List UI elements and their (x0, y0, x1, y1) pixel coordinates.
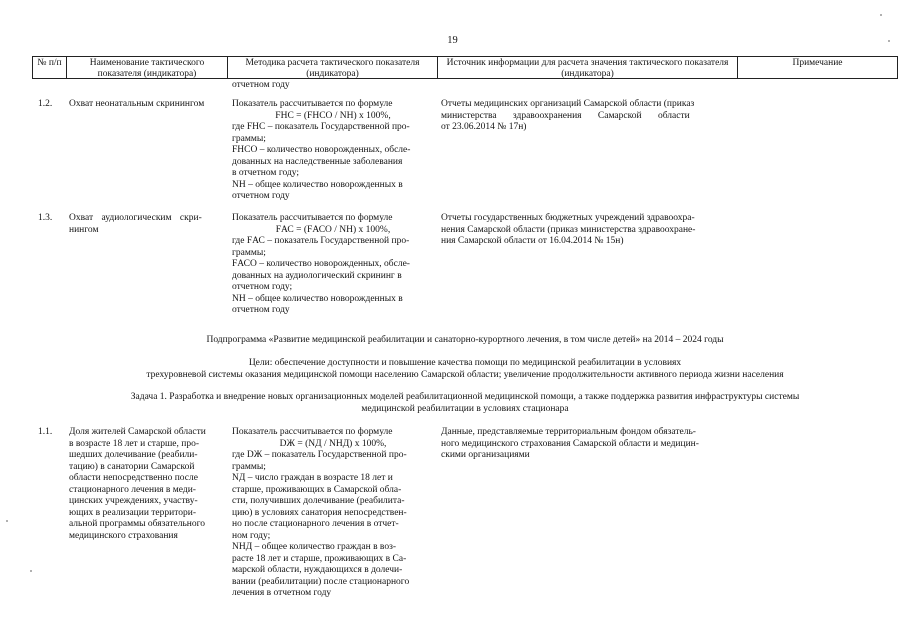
method-line: где DЖ – показатель Государственной про- (232, 450, 407, 460)
subprogram-heading: Подпрограмма «Развитие медицинской реабилитации и санаторно-курортного лечения, в том числе детей» на 2014 – 2024 годы (206, 335, 724, 345)
method-cell (232, 99, 434, 203)
method-line: марской области, нуждающихся в долечи- (232, 565, 403, 575)
method-line: отчетном году; (232, 282, 293, 292)
header-col-num: № п/п (33, 57, 67, 78)
source-line: Отчеты медицинских организаций Самарской области (приказ (441, 99, 695, 109)
source-cell (441, 427, 741, 462)
method-line: лечения в отчетном году (232, 588, 332, 598)
row-number: 1.3. (38, 213, 53, 223)
source-line: министерства здравоохранения Самарской области (441, 110, 690, 121)
source-line: ного медицинского страхования Самарской области и медицин- (441, 438, 699, 449)
formula: FНС = (FНСО / NН) х 100%, (275, 110, 391, 121)
method-line: граммы; (232, 461, 266, 472)
indicator-name: Охват неонатальным скринингом (69, 99, 205, 109)
method-line: расте 18 лет и старше, проживающих в Са- (232, 553, 407, 564)
indicator-name-line: стационарного лечения в меди- (69, 484, 196, 495)
method-line: граммы; (232, 247, 266, 258)
scan-speck (30, 570, 32, 572)
method-line: ном году; (232, 530, 271, 541)
method-intro: Показатель рассчитывается по формуле (232, 99, 393, 109)
indicator-name-line: ющих в реализации территори- (69, 507, 197, 518)
indicator-name-line: цинских учреждениях, участву- (69, 496, 198, 506)
indicator-name-line: медицинского страхования (69, 530, 178, 541)
header-col-method: Методика расчета тактического показателя (индикатора) (228, 57, 438, 78)
method-line: FАСО – количество новорожденных, обсле- (232, 259, 410, 269)
indicator-name-line: Охват аудиологическим скри- (69, 213, 202, 223)
header-col-name: Наименование тактического показателя (индикатора) (67, 57, 228, 78)
method-line: граммы; (232, 133, 266, 144)
indicator-name-line: в возрасте 18 лет и старше, про- (69, 438, 200, 449)
method-cell (232, 427, 434, 600)
source-line: от 23.06.2014 № 17н) (441, 122, 527, 132)
method-intro: Показатель рассчитывается по формуле (232, 213, 393, 223)
row-number: 1.1. (38, 427, 53, 437)
indicator-name-line: Доля жителей Самарской области (69, 427, 206, 437)
method-line: FНСО – количество новорожденных, обсле- (232, 145, 411, 155)
goals-line: Цели: обеспечение доступности и повышение качества помощи по медицинской реабилитации в условиях (248, 358, 682, 368)
method-line: где FАС – показатель Государственной про- (232, 236, 410, 246)
method-line: где FНС – показатель Государственной про- (232, 122, 410, 132)
method-line: в отчетном году; (232, 168, 300, 178)
source-cell (441, 99, 741, 134)
goals-line: трехуровневой системы оказания медицинской помощи населению Самарской области; увеличение продолжительности активного периода жизни населения (146, 370, 784, 380)
indicator-name-line: альной программы обязательного (69, 519, 206, 529)
table-header (32, 56, 898, 79)
scan-speck (888, 40, 890, 42)
method-line: NН – общее количество новорожденных в (232, 293, 403, 304)
method-line: вании (реабилитации) после стационарного (232, 576, 410, 587)
page-number: 19 (447, 35, 458, 46)
task-line: медицинской реабилитации в условиях стационара (361, 404, 569, 414)
method-line: сти, получивших долечивание (реабилита- (232, 496, 405, 506)
method-cell (232, 213, 434, 317)
formula: FАС = (FАСО / NН) х 100%, (275, 224, 391, 235)
method-line: но после стационарного лечения в отчет- (232, 519, 399, 529)
method-line: NН – общее количество новорожденных в (232, 179, 403, 190)
indicator-name-line: области непосредственно после (69, 473, 198, 483)
method-line: дованных на аудиологический скрининг в (232, 270, 402, 281)
indicator-name (69, 427, 227, 542)
scan-speck (6, 520, 8, 522)
method-line: NД – число граждан в возрасте 18 лет и (232, 473, 393, 483)
header-col-source: Источник информации для расчета значения тактического показателя (индикатора) (438, 57, 738, 78)
method-line: цию) в условиях санатория непосредствен- (232, 507, 407, 518)
method-intro: Показатель рассчитывается по формуле (232, 427, 393, 437)
indicator-name-line: тацию) в санатории Самарской (69, 461, 195, 472)
method-line: дованных на наследственные заболевания (232, 156, 403, 167)
source-line: ния Самарской области от 16.04.2014 № 15н) (441, 236, 624, 246)
task-line: Задача 1. Разработка и внедрение новых организационных моделей реабилитационной медицинской помощи, а также поддержка развития инфраструктуры системы (130, 392, 800, 402)
method-line: NНД – общее количество граждан в воз- (232, 542, 397, 552)
source-line: Данные, представляемые территориальным фондом обязатель- (441, 427, 696, 437)
indicator-name (69, 213, 227, 236)
source-line: скими организациями (441, 450, 530, 460)
indicator-name-line: нингом (69, 224, 99, 235)
indicator-name-line: шедших долечивание (реабили- (69, 450, 198, 460)
source-cell (441, 213, 751, 248)
row-number: 1.2. (38, 99, 53, 109)
continuation-text: отчетном году (232, 80, 290, 90)
formula: DЖ = (NД / NНД) х 100%, (279, 438, 387, 449)
source-line: нения Самарской области (приказ министерства здравоохране- (441, 224, 696, 235)
scan-speck (880, 14, 882, 16)
method-line: старше, проживающих в Самарской обла- (232, 484, 402, 495)
method-line: отчетном году (232, 191, 290, 201)
source-line: Отчеты государственных бюджетных учреждений здравоохра- (441, 213, 695, 223)
method-line: отчетном году (232, 305, 290, 315)
header-col-note: Примечание (792, 58, 843, 68)
